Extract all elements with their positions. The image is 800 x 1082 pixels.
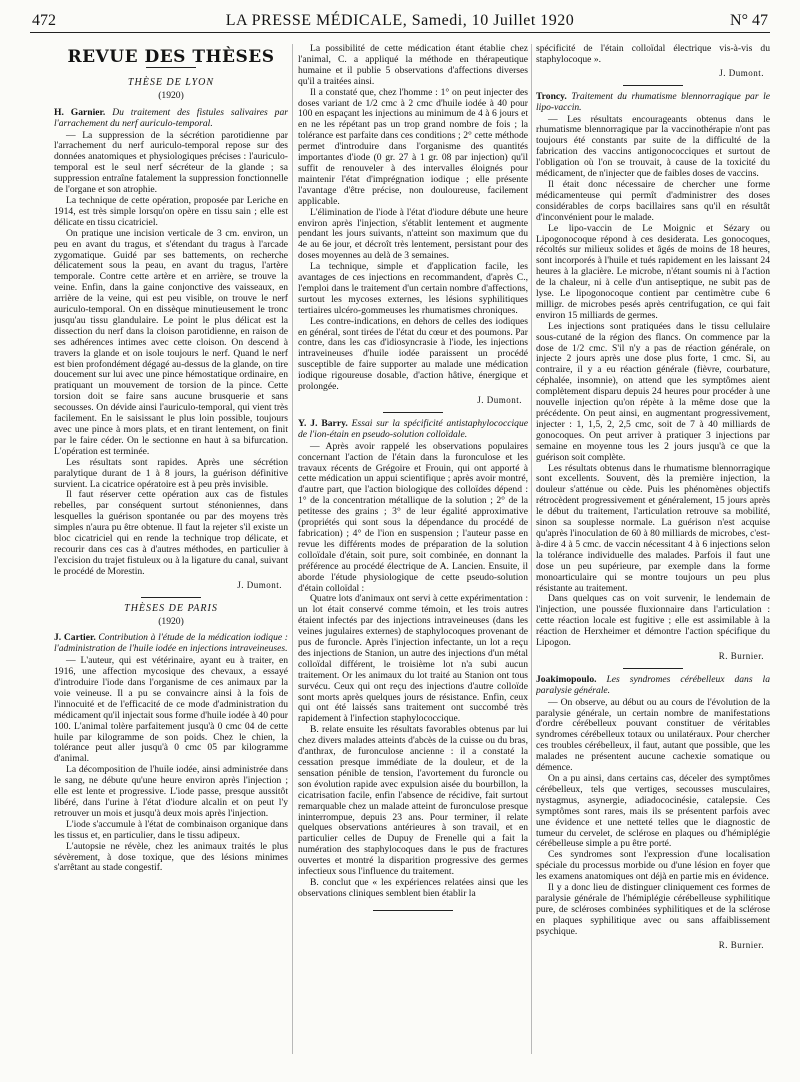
- body-paragraph: — L'auteur, qui est vétérinaire, ayant eu à traiter, en 1916, une affection mycosique des chevaux, a essayé d'introduire l'iode dans l'organisme de ces animaux par la voie veineuse. Il a pu se convaincre ainsi à la fois de l'innocuité et de l'efficacité de ce mode d'administration du médicament qu'il injectait sous forme d'huile iodée à 40 pour 100. L'animal tolère parfaitement jusqu'à 0 cmc 04 de cette huile par kilogramme de son poids. Chez le chien, la tolérance peut aller jusqu'à 0 cmc 05 par kilogramme d'animal.: [54, 655, 288, 765]
- author-name: J. Cartier.: [54, 632, 96, 644]
- body-paragraph: La possibilité de cette médication étant établie chez l'animal, C. a appliqué la méthode en thérapeutique humaine et il publie 5 observations d'affections diverses qu'il a traitées ainsi.: [298, 44, 528, 87]
- author-name: Y. J. Barry.: [298, 417, 348, 429]
- body-paragraph: Il faut réserver cette opération aux cas de fistules rebelles, par conséquent surtout sténoniennes, dans lesquelles la guérison spontanée ou par des moyens très simples n'aura pu être obtenue. Il faut la rejeter s'il existe un bloc cicatriciel qui en rende la technique trop délicate, et recourir dans ces cas à d'autres méthodes, en particulier à l'excision du trajet fistuleux ou à la ligature du canal, suivant le procédé de Morestin.: [54, 489, 288, 577]
- body-paragraph: Il a constaté que, chez l'homme : 1° on peut injecter des doses variant de 1/2 cmc à 2 cmc d'huile iodée à 40 pour 100 en espaçant les injections au minimum de 4 à 6 jours et en ne les répétant pas un trop grand nombre de fois ; la tolérance est parfaite dans ces conditions ; 2° cette méthode permet d'introduire dans l'organisme des quantités importantes d'iode (0 gr. 27 à 1 gr. 08 par injection) qu'il suffit de renouveler à des intervalles éloignés pour maintenir l'état d'imprégnation iodique ; elle présente l'avantage d'être précise, non douloureuse, facilement applicable.: [298, 86, 528, 207]
- column-1: [54, 44, 288, 1054]
- garnier-entry-head: [54, 108, 288, 130]
- entry-rule: [623, 668, 683, 669]
- body-paragraph: — Après avoir rappelé les observations populaires concernant l'action de l'étain dans la furonculose et les travaux récents de Grégoire et Frouin, qui ont apporté à cette médication un appui scientifique ; après avoir montré, d'autre part, que l'action biologique des colloïdes dépend : 1° de la concentration métallique de la solution ; 2° de la petitesse des grains ; 3° de leur égalité approximative (propriétés qui sont sous la dépendance du procédé de fabrication) ; 4° de l'ion en suspension ; l'auteur passe en revue les différents modes de préparation de la solution colloïdale d'étain, soit pure, soit combinée, en donnant la préférence au procédé électrique de A. Lancien. Ensuite, il aborde l'étude physiologique de cette pseudo-solution d'étain colloïdal :: [298, 440, 528, 594]
- section-rule: [146, 67, 196, 68]
- column-2: [298, 44, 528, 1054]
- section-title: REVUE DES THÈSES: [67, 47, 275, 67]
- joakimopoulo-entry-head: [536, 675, 770, 697]
- signature: J. Dumont.: [237, 579, 282, 590]
- body-paragraph: On pratique une incision verticale de 3 cm. environ, un peu en avant du tragus, et s'étendant du tragus à l'arcade zygomatique. Guidé par ses battements, on recherche délicatement sous la peau, en avant du tragus, l'artère temporale. Contre cette artère et en arrière, se trouve la veine. Enfin, dans la gaine conjonctive des vaisseaux, en arrière de la veine, qui est peu visible, on trouve le nerf auriculo-temporal. On en dissèque minutieusement le tronc jusqu'au tissu glandulaire. Le point le plus délicat est la dissection du nerf dans la cloison parotidienne, en raison de ses adhérences intimes avec cette cloison. On descend à travers la glande et on isole toujours le nerf. Quand le nerf est bien profondément dégagé au-dessus de la glande, on tire doucement sur lui avec une pince hémostatique ordinaire, en pratiquant un mouvement de torsion de la pince. Cette torsion doit se faire sans aucune brusquerie et sans secousses. On dévide ainsi l'auriculo-temporal, qui vient très facilement. En le saisissant le plus loin possible, toujours avec une pince à mors plats, et en tirant lentement, on finit par le faire céder. On le sectionne en haut à sa bifurcation. L'opération est terminée.: [54, 227, 288, 457]
- author-name: H. Garnier.: [54, 106, 106, 118]
- body-paragraph: Les résultats sont rapides. Après une sécrétion paralytique durant de 1 à 8 jours, la guérison définitive survient. La cicatrice opératoire est à peu près invisible.: [54, 456, 288, 490]
- barry-entry-head: [298, 419, 528, 441]
- thesis-subject: Les syndromes cérébelleux dans la paralysie générale.: [536, 673, 770, 696]
- column-3: [536, 44, 770, 1054]
- body-paragraph: Ces syndromes sont l'expression d'une localisation spéciale du processus morbide ou d'une lésion en foyer que les examens anatomiques ont déjà en partie mis en évidence.: [536, 849, 770, 883]
- signature: J. Dumont.: [477, 395, 522, 405]
- troncy-entry-head: [536, 92, 770, 114]
- body-paragraph: On a pu ainsi, dans certains cas, déceler des symptômes cérébelleux, tels que vertiges, secousses musculaires, nystagmus, asynergie, adiadococinésie, catalepsie. Ces symptômes sont rares, mais ils se présentent parfois avec une évidence et une netteté telles que le diagnostic de tumeur du cervelet, de sclérose en plaques ou d'hémiplégie cérébelleuse simple a pu être porté.: [536, 773, 770, 850]
- body-paragraph: B. relate ensuite les résultats favorables obtenus par lui chez divers malades atteints d'abcès de la cuisse ou du bras, d'anthrax, de furonculose ancienne : il a constaté la cessation presque immédiate de la douleur, et de la sensation pénible de tension, l'avortement du furoncle ou son évolution rapide avec expulsion aisée du bourbillon, la cicatrisation facile, enfin l'absence de récidive, fait surtout remarquable chez un malade atteint de furonculose presque ininterrompue, depuis 23 ans. Pour terminer, il relate quelques observations antérieures à son travail, et en particulier celles de Dupuy de Frenelle qui a fait la numération des staphylocoques dans le pus de fractures ouvertes et montré la disparition progressive des germes infectieux sous l'influence du traitement.: [298, 724, 528, 878]
- body-paragraph: — On observe, au début ou au cours de l'évolution de la paralysie générale, un certain nombre de manifestations d'ordre cérébelleux pouvant constituer de véritables syndromes cérébelleux totaux ou unilatéraux. Pour chercher ces troubles cérébelleux, il faut, autant que possible, que les malades ne présentent aucune cachexie somatique ou démence.: [536, 696, 770, 774]
- header-rule: [30, 32, 770, 33]
- body-paragraph: Les contre-indications, en dehors de celles des iodiques en général, sont tirées de l'état du cœur et des poumons. Par contre, dans les cas d'idiosyncrasie à l'iode, les injections intraveineuses d'huile iodée paraissent un procédé susceptible de faire supporter au malade une médication iodique rigoureuse dosable, d'action hâtive, énergique et prolongée.: [298, 315, 528, 393]
- entry-rule: [383, 412, 443, 413]
- body-paragraph: La technique, simple et d'application facile, les avantages de ces injections en recommandent, d'après C., l'emploi dans le traitement d'un certain nombre d'affections, surtout les mycoses externes, les lésions syphilitiques tertiaires ulcéro-gommeuses les rhumatismes chroniques.: [298, 261, 528, 316]
- body-paragraph: Il y a donc lieu de distinguer cliniquement ces formes de paralysie générale de l'hémiplégie cérébelleuse syphilitique pure, de scléroses combinées syphilitiques et de la sclérose en plaques syphilitique avec ou sans affaiblissement psychique.: [536, 882, 770, 937]
- signature: R. Burnier.: [718, 650, 764, 661]
- body-paragraph: Les résultats obtenus dans le rhumatisme blennorragique sont excellents. Souvent, dès la première injection, la douleur s'atténue ou cède. Puis les phénomènes objectifs rétrocèdent progressivement et généralement, 15 jours après le début du traitement, l'articulation retrouve sa mobilité, sinon sa souplesse normale. La guérison n'est acquise qu'après l'inoculation de 60 à 80 milliards de microbes, c'est-à-dire 4 à 5 cmc. de vaccin nécessitant 4 à 6 injections selon la tolérance individuelle des malades. Parfois il faut une dose un peu supérieure, par exemple dans la forme monoarticulaire qui se montre toujours un peu plus résistante au traitement.: [536, 462, 770, 594]
- lyon-year: (1920): [158, 89, 184, 101]
- section-rule: [141, 597, 201, 598]
- body-paragraph: Il était donc nécessaire de chercher une forme médicamenteuse qui permît d'administrer des doses considérables de corps bacillaires sans qu'il en résultât d'inconvénient pour le malade.: [536, 178, 770, 223]
- body-paragraph: L'autopsie ne révèle, chez les animaux traités le plus sévèrement, à dose toxique, que des lésions minimes s'arrêtant au stade congestif.: [54, 840, 288, 874]
- body-paragraph: B. conclut que « les expériences relatées ainsi que les observations cliniques semblent bien établir la: [298, 876, 528, 899]
- signature: R. Burnier.: [718, 939, 764, 950]
- body-paragraph: L'élimination de l'iode à l'état d'iodure débute une heure environ après l'injection, s'établit lentement et augmente pendant les jours suivants, n'atteint son maximum que du 4e au 6e jour, et décroît très lentement, persistant pour des doses moyennes au delà de 3 semaines.: [298, 206, 528, 262]
- thesis-subject: Traitement du rhumatisme blennorragique par le lipo-vaccin.: [536, 90, 770, 113]
- cartier-entry-head: [54, 633, 288, 655]
- body-paragraph: spécificité de l'étain colloïdal électrique vis-à-vis du staphylocoque ».: [536, 44, 770, 65]
- author-name: Joakimopoulo.: [536, 673, 597, 685]
- thesis-subject: Contribution à l'étude de la médication iodique : l'administration de l'huile iodée en injections intraveineuses.: [54, 632, 288, 655]
- body-paragraph: Le lipo-vaccin de Le Moignic et Sézary ou Lipogonocoque répond à ces desiderata. Les gonocoques, récoltés sur milieux solides et âgés de moins de 18 heures, sont incorporés à l'huile et tués rapidement en les laissant 24 heures à la glacière. Le microbe, n'étant soumis ni à l'action de la chaleur, ni à celle d'un antiseptique, ne subit pas de lyse. Le lipogonocoque contient par centimètre cube 6 milligr. de microbes pesés après centrifugation, ce qui fait environ 15 milliards de germes.: [536, 222, 770, 321]
- column-divider: [292, 44, 293, 1054]
- paris-heading: THÈSES DE PARIS: [124, 602, 218, 614]
- page-number: 472: [32, 12, 56, 29]
- body-paragraph: Quatre lots d'animaux ont servi à cette expérimentation : un lot était conservé comme témoin, et les trois autres étaient infectés par des injections intraveineuses (dans les veines jugulaires externes) de staphylocoques provenant de pus de furoncle. Après l'injection infectante, un lot a reçu des injections de Stanion, un autre des injections d'un métal colloïdal différent, le troisième lot n'a subi aucun traitement. Or les animaux du lot traité au Stanion ont tous survécu. Ceux qui ont reçu des injections d'autre colloïde sont morts après quelques jours de résistance. Enfin, ceux qui ont été laissés sans traitement ont succombé très rapidement à l'infection staphylococcique.: [298, 593, 528, 725]
- body-paragraph: — Les résultats encourageants obtenus dans le rhumatisme blennorragique par la vaccinothérapie n'ont pas toujours été constants par suite de la difficulté de la fabrication des vaccins antigonococciques et surtout de l'obligation où l'on se trouvait, à cause de la toxicité du médicament, de n'injecter que de faibles doses de vaccins.: [536, 113, 770, 180]
- author-name: Troncy.: [536, 90, 567, 102]
- journal-title: LA PRESSE MÉDICALE, Samedi, 10 Juillet 1920: [225, 12, 575, 29]
- end-rule: [373, 910, 453, 911]
- column-divider: [531, 44, 532, 1054]
- page-header: [30, 8, 770, 30]
- body-paragraph: — La suppression de la sécrétion parotidienne par l'arrachement du nerf auriculo-temporal repose sur des données anatomiques et physiologiques précises : l'auriculo-temporal est le seul nerf sécréteur de la glande ; sa suppression entraîne fatalement la suppression fonctionnelle de l'organe et son atrophie.: [54, 129, 288, 196]
- paris-year: (1920): [158, 615, 184, 627]
- signature: J. Dumont.: [719, 67, 764, 78]
- issue-number: N° 47: [730, 12, 768, 29]
- body-paragraph: Dans quelques cas on voit survenir, le lendemain de l'injection, une poussée fluxionnaire dans l'articulation : cette réaction locale est fugitive ; elle est assimilable à la réaction de Herxheimer et démontre l'action spécifique du Lipogon.: [536, 593, 770, 649]
- entry-rule: [623, 85, 683, 86]
- body-paragraph: La décomposition de l'huile iodée, ainsi administrée dans le sang, ne débute qu'une heure environ après l'injection ; elle est lente et progressive. L'iode passe, presque aussitôt libéré, dans l'urine à l'état d'iodure alcalin et on peut l'y retrouver un mois et jusqu'à deux mois après l'injection.: [54, 764, 288, 819]
- body-paragraph: Les injections sont pratiquées dans le tissu cellulaire sous-cutané de la région des flancs. On commence par la dose de 1/2 cmc. S'il n'y a pas de réaction générale, on injecte 2 jours après une dose plus forte, 1 cmc. Si, au contraire, il y a eu réaction générale (fièvre, courbature, céphalée, insomnie), on attend que les symptômes aient complètement disparu depuis 24 heures pour procéder à une nouvelle injection qu'on répète à la même dose que la précédente. On peut ainsi, en augmentant progressivement, injecter : 1, 1,5, 2, 2,5 cmc, soit de 7 à 40 milliards de gonocoques. On peut arriver à pratiquer 3 injections par semaine en moyenne tous les 2 jours jusqu'à ce que la guérison soit complète.: [536, 320, 770, 463]
- thesis-subject: Du traitement des fistules salivaires par l'arrachement du nerf auriculo-temporal.: [54, 106, 288, 129]
- body-paragraph: L'iode s'accumule à l'état de combinaison organique dans les tissus et, en particulier, dans le tissu adipeux.: [54, 818, 288, 841]
- thesis-subject: Essai sur la spécificité antistaphylococcique de l'ion-étain en pseudo-solution colloïdale.: [298, 417, 528, 440]
- lyon-heading: THÈSE DE LYON: [127, 76, 215, 88]
- body-paragraph: La technique de cette opération, proposée par Leriche en 1914, est très simple lorsqu'on opère en tissu sain ; elle est délicate en tissu cicatriciel.: [54, 194, 288, 228]
